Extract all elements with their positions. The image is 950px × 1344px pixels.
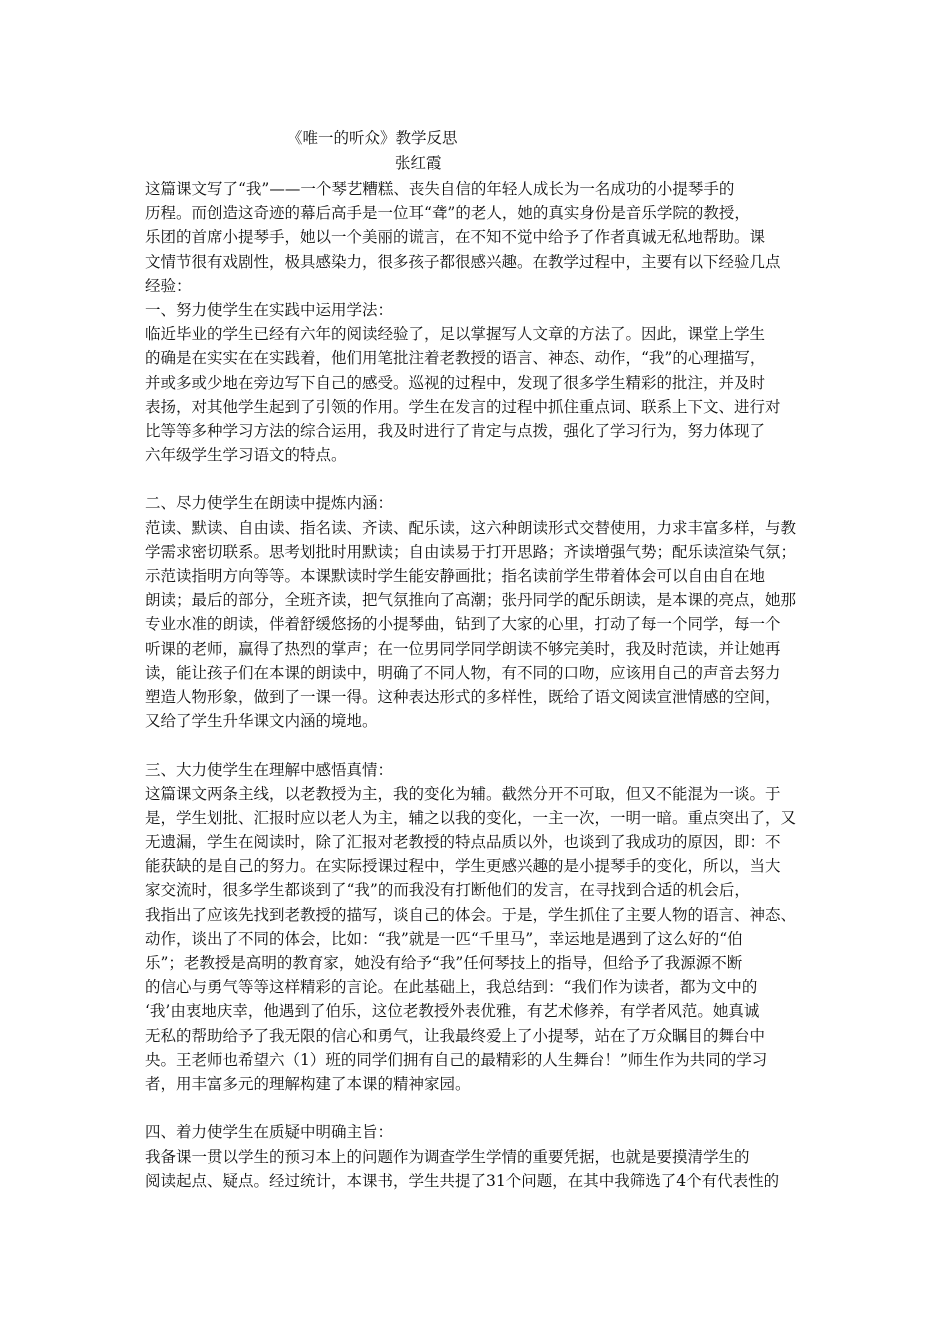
text-line: 我备课一贯以学生的预习本上的问题作为调查学生学情的重要凭据，也就是要摸清学生的 [145, 1147, 750, 1166]
text-line: 乐团的首席小提琴手，她以一个美丽的谎言，在不知不觉中给予了作者真诚无私地帮助。课 [145, 228, 766, 247]
section-2 [145, 491, 825, 733]
text-line: 的确是在实实在在实践着，他们用笔批注着老教授的语言、神态、动作，“我”的心理描写， [145, 349, 766, 368]
text-line: 无私的帮助给予了我无限的信心和勇气，让我最终爱上了小提琴，站在了万众瞩目的舞台中 [145, 1026, 766, 1045]
section-heading: 三、大力使学生在理解中感悟真情： [145, 760, 394, 779]
text-line: 临近毕业的学生已经有六年的阅读经验了，足以掌握写人文章的方法了。因此，课堂上学生 [145, 325, 766, 344]
section-heading: 二、尽力使学生在朗读中提炼内涵： [145, 494, 394, 513]
text-line: 朗读；最后的部分，全班齐读，把气氛推向了高潮；张丹同学的配乐朗读，是本课的亮点，她那 [145, 591, 797, 610]
text-line: 的信心与勇气等等这样精彩的言论。在此基础上，我总结到：“我们作为读者，都为文中的 [145, 978, 758, 997]
text-line: 能获缺的是自己的努力。在实际授课过程中，学生更感兴趣的是小提琴手的变化，所以，当大 [145, 857, 781, 876]
text-line: 央。王老师也希望六（1）班的同学们拥有自己的最精彩的人生舞台！”师生作为共同的学习 [145, 1050, 768, 1069]
section-heading: 一、努力使学生在实践中运用学法： [145, 300, 394, 319]
text-line: 历程。而创造这奇迹的幕后高手是一位耳“聋”的老人，她的真实身份是音乐学院的教授， [145, 204, 750, 223]
text-line: 比等等多种学习方法的综合运用，我及时进行了肯定与点拨，强化了学习行为，努力体现了 [145, 421, 766, 440]
text-line: 又给了学生升华课文内涵的境地。 [145, 712, 378, 731]
text-line: 是，学生划批、汇报时应以老人为主，辅之以我的变化，一主一次，一明一暗。重点突出了，又 [145, 808, 797, 827]
paragraph-gap [145, 467, 825, 491]
text-line: 我指出了应该先找到老教授的描写，谈自己的体会。于是，学生抓住了主要人物的语言、神态、 [145, 905, 797, 924]
text-line: 并或多或少地在旁边写下自己的感受。巡视的过程中，发现了很多学生精彩的批注，并及时 [145, 373, 766, 392]
section-heading: 四、着力使学生在质疑中明确主旨： [145, 1123, 394, 1142]
document-body [145, 177, 825, 1193]
text-line: 听课的老师，赢得了热烈的掌声；在一位男同学同学朗读不够完美时，我及时范读，并让她再 [145, 639, 781, 658]
paragraph-gap [145, 733, 825, 757]
text-line: 无遗漏，学生在阅读时，除了汇报对老教授的特点品质以外，也谈到了我成功的原因，即：不 [145, 833, 781, 852]
text-line: 文情节很有戏剧性，极具感染力，很多孩子都很感兴趣。在教学过程中，主要有以下经验几点 [145, 252, 781, 271]
text-line: 学需求密切联系。思考划批时用默读；自由读易于打开思路；齐读增强气势；配乐读渲染气氛； [145, 542, 797, 561]
intro-paragraph [145, 177, 825, 298]
text-line: 者，用丰富多元的理解构建了本课的精神家园。 [145, 1074, 471, 1093]
text-line: 阅读起点、疑点。经过统计，本课书，学生共提了31个问题，在其中我筛选了4个有代表性的 [145, 1171, 780, 1190]
paragraph-gap [145, 1096, 825, 1120]
text-line: 表扬，对其他学生起到了引领的作用。学生在发言的过程中抓住重点词、联系上下文、进行对 [145, 397, 781, 416]
text-line: 六年级学生学习语文的特点。 [145, 446, 347, 465]
text-line: 这篇课文两条主线，以老教授为主，我的变化为辅。截然分开不可取，但又不能混为一谈。于 [145, 784, 781, 803]
text-line: 示范读指明方向等等。本课默读时学生能安静画批；指名读前学生带着体会可以自由自在地 [145, 567, 766, 585]
text-line: 乐”；老教授是高明的教育家，她没有给予“我”任何琴技上的指导，但给予了我源源不断 [145, 954, 743, 972]
text-line: ‘我’由衷地庆幸，他遇到了伯乐，这位老教授外表优雅，有艺术修养，有学者风范。她真诚 [145, 1002, 760, 1021]
section-3 [145, 758, 825, 1097]
section-1 [145, 298, 825, 467]
text-line: 家交流时，很多学生都谈到了“我”的而我没有打断他们的发言，在寻找到合适的机会后， [145, 881, 750, 900]
document-author: 张红霞 [395, 154, 442, 172]
text-line: 动作，谈出了不同的体会，比如：“我”就是一匹“千里马”，幸运地是遇到了这么好的“伯 [145, 929, 743, 948]
text-line: 塑造人物形象，做到了一课一得。这种表达形式的多样性，既给了语文阅读宣泄情感的空间， [145, 687, 781, 706]
section-4 [145, 1120, 825, 1193]
text-line: 专业水准的朗读，伴着舒缓悠扬的小提琴曲，钻到了大家的心里，打动了每一个同学，每一个 [145, 615, 781, 634]
text-line: 范读、默读、自由读、指名读、齐读、配乐读，这六种朗读形式交替使用，力求丰富多样，与教 [145, 518, 797, 537]
text-line: 读，能让孩子们在本课的朗读中，明确了不同人物，有不同的口吻，应该用自己的声音去努力 [145, 663, 781, 682]
document-title: 《唯一的听众》教学反思 [287, 129, 458, 147]
text-line: 这篇课文写了“我”——一个琴艺糟糕、丧失自信的年轻人成长为一名成功的小提琴手的 [145, 180, 735, 198]
text-line: 经验： [145, 276, 192, 295]
